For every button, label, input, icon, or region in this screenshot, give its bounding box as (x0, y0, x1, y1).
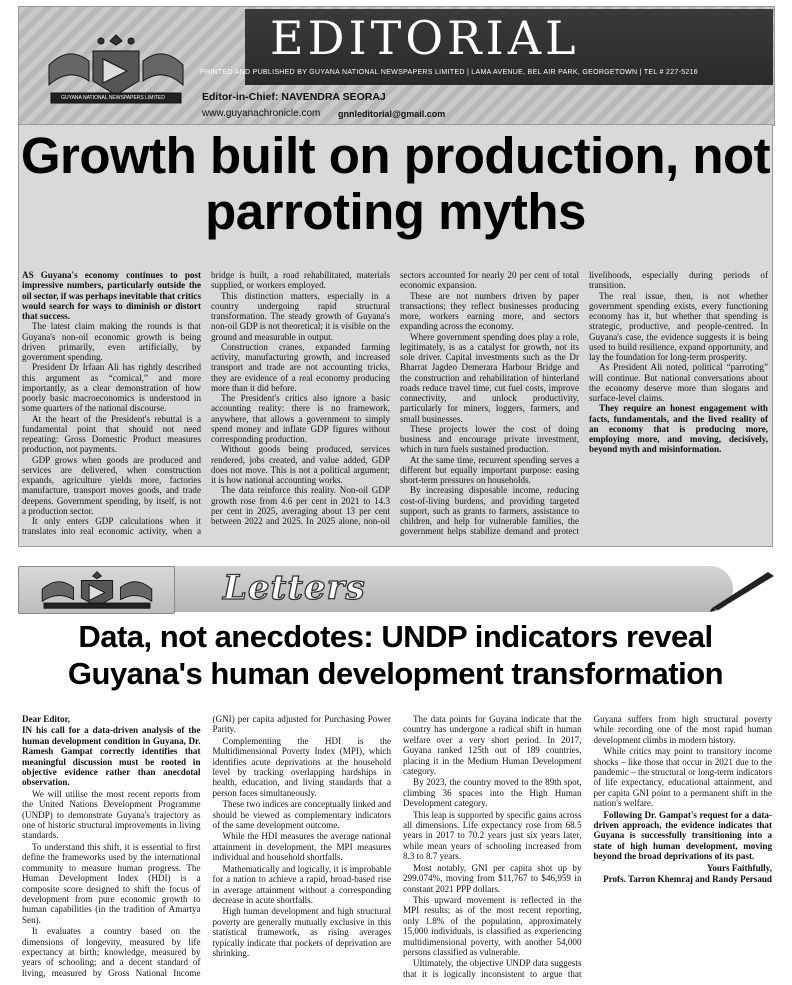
paragraph: Mathematically and logically, it is improbable for a nation to achieve a rapid, broad-based rise in average attainment without a corresponding decrease in acute shortfalls. (212, 863, 391, 905)
paragraph: While critics may point to transitory income shocks – like those that occur in 2021 due to the pandemic – the structural or long-term indicators of life expectancy, educational attainment, and per capita GNI point to a permanent shift in the nation's welfare. (593, 746, 772, 809)
editor-in-chief: Editor-in-Chief: NAVENDRA SEORAJ (202, 91, 386, 103)
letters-banner (18, 566, 773, 618)
paragraph: The latest claim making the rounds is that Guyana's non-oil economic growth is being driven primarily, even artificially, by government spending. (22, 321, 201, 362)
closing: Yours Faithfully, (706, 862, 772, 873)
gnnl-logo-icon (31, 570, 163, 610)
section-title: EDITORIAL (270, 11, 580, 65)
paragraph: The data reinforce this reality. Non-oil GDP growth rose from 4.6 per cent in 2021 to 14.3 per cent in 2025, averaging about 13 per cent between 2022 and 2025. In 2025 alone, non-oil sectors accounted for nearly 20 per cent of total economic expansion. (211, 270, 579, 526)
paragraph: Most notably, GNI per capita shot up by 299.074%, moving from $11,767 to $46,959 in constant 2021 PPP dollars. (403, 862, 582, 894)
paragraph: It evaluates a country based on the dimensions of longevity, measured by life expectancy at birth; knowledge, measured by years of schooling; and a decent standard of living, measured by Gross National Income (GNI) per capita adjusted for Purchasing Power Parity. (22, 714, 391, 978)
paragraph: GDP grows when goods are produced and services are delivered, when construction expands, agriculture yields more, factories manufacture, transport moves goods, and trade deepens. Government spending, by itself, is not a production sector. (22, 454, 201, 516)
paragraph: These two indices are conceptually linked and should be viewed as complementary indicators of the same development outcome. (212, 799, 391, 831)
paragraph: Complementing the HDI is the Multidimensional Poverty Index (MPI), which identifies acute deprivations at the household level by tracking overlapping hardships in health, education, and living standards that a person faces simultaneously. (212, 735, 391, 798)
paragraph: To understand this shift, it is essential to first define the frameworks used by the international community to measure human progress. The Human Development Index (HDI) is a composite score designed to shift the focus of development from pure economic growth to human capabilities (in the tradition of Amartya Sen). (22, 841, 201, 925)
paragraph: At the same time, recurrent spending serves a different but equally important purpose: easing short-term pressures on households. (400, 454, 579, 485)
website-link[interactable]: www.guyanachronicle.com (202, 108, 321, 119)
paragraph: The real issue, then, is not whether government spending exists, every functioning economy has it, but whether that spending is strategic, productive, and people-centred. In Guyana's case, the evidence suggests it is being used to build resilience, expand opportunity, and lay the foundation for long-term prosperity. (589, 290, 768, 362)
editorial-headline: Growth built on production, not parroting myths (20, 127, 771, 240)
paragraph: Where government spending does play a role, legitimately, is as a catalyst for growth, not its sole driver. Capital investments such as the Dr Bharrat Jagdeo Demerara Harbour Bridge and the construction and rehabilitation of hinterland roads reduce travel time, cut fuel costs, improve connectivity, and unlock productivity, particularly for miners, loggers, farmers, and small businesses. (400, 331, 579, 424)
letter-body (22, 714, 772, 980)
paragraph: This leap is supported by specific gains across all dimensions. Life expectancy rose from 68.5 years in 2017 to 70.2 years just six years later, while mean years of schooling increased from 8.3 to 8.7 years. (403, 809, 582, 862)
editorial-body (22, 270, 768, 544)
letters-logo-box (18, 566, 175, 614)
paragraph: At the heart of the President's rebuttal is a fundamental point that should not need repeating: Gross Domestic Product measures production, not payments. (22, 413, 201, 455)
paragraph: While the HDI measures the average national attainment in development, the MPI measures individual and household shortfalls. (212, 831, 391, 863)
paragraph: President Dr Irfaan Ali has rightly described this argument as “comical,” and more importantly, as a clear demonstration of how poorly basic macroeconomics is understood in some quarters of the national discourse. (22, 362, 201, 414)
paragraph: These are not numbers driven by paper transactions; they reflect businesses producing more, workers earning more, and sectors expanding across the economy. (400, 290, 579, 332)
salutation: Dear Editor, (22, 714, 70, 724)
paragraph: AS Guyana's economy continues to post impressive numbers, particularly outside the oil sector, if was perhaps inevitable that critics would search for ways to diminish or distort that success. (22, 270, 201, 321)
paragraph: They require an honest engagement with facts, fundamentals, and the lived reality of an economy that is producing more, employing more, and moving, decisively, beyond myth and misinformation. (589, 403, 768, 455)
letters-headline: Data, not anecdotes: UNDP indicators reveal Guyana's human development transformation (67, 619, 724, 691)
paragraph: The data points for Guyana indicate that the country has undergone a radical shift in human welfare over a very short period. In 2017, Guyana ranked 125th out of 189 countries, placing it in the Medium Human Development category. (403, 714, 582, 777)
paragraph: By increasing disposable income, reducing cost-of-living burdens, and providing targeted support, such as grants to farmers, assistance to children, and help for vulnerable families, the government helps stabilize demand and protect livelihoods, especially during periods of transition. (400, 270, 768, 537)
logo-text: GUYANA NATIONAL NEWSPAPERS LIMITED (61, 95, 165, 101)
paragraph: High human development and high structural poverty are generally mutually exclusive in this statistical framework, as rising averages typically indicate that pockets of deprivation are shrinking. (212, 906, 391, 958)
paragraph: By 2023, the country moved to the 89th spot, climbing 36 spaces into the High Human Development category. (403, 777, 582, 809)
paragraph: The President's critics also ignore a basic accounting reality: there is no framework, anywhere, that allows a government to simply spend money and inflate GDP figures without corresponding production. (211, 393, 390, 444)
paragraph: Construction cranes, expanded farming activity, manufacturing growth, and increased transport and trade are not accounting tricks, they are evidence of a real economy producing more than it did before. (211, 341, 390, 393)
paragraph: Ultimately, the objective UNDP data suggests that it is logically inconsistent to argue that Guyana suffers from high structural poverty while recording one of the most rapid human development climbs in modern history. (403, 714, 772, 979)
printed-by-line: PRINTED AND PUBLISHED BY GUYANA NATIONAL NEWSPAPERS LIMITED | LAMA AVENUE, BEL AIR PARK, GEORGETOWN | TEL # 227-5216 (200, 69, 698, 76)
paragraph: This distinction matters, especially in a country undergoing rapid structural transformation. The steady growth of Guyana's non-oil GDP is not theoretical; it is visible on the ground and measurable in output. (211, 290, 390, 342)
letters-section-title: Letters (223, 568, 366, 608)
paragraph: This upward movement is reflected in the MPI results; as of the most recent reporting, only 1.8% of the population, approximately 15,000 individuals, is classified as experiencing multidimensional poverty, with another 54,000 persons classified as vulnerable. (403, 894, 582, 957)
paragraph: As President Ali noted, political “parroting” will continue. But national conversations about the economy deserve more than slogans and surface-level claims. (589, 362, 768, 403)
paragraph: IN his call for a data-driven analysis of the human development condition in Guyana, Dr. Ramesh Gampat correctly identifies that meaningful discussion must be rooted in objective evidence rather than anecdotal observation. (22, 725, 201, 788)
signature: Profs. Tarron Khemraj and Randy Persaud (603, 874, 772, 885)
email-link[interactable]: gnnleditorial@gmail.com (338, 109, 446, 119)
paragraph: We will utilise the most recent reports from the United Nations Development Programme (UNDP) to demonstrate Guyana's trajectory as one of historic structural improvements in living standards. (22, 788, 201, 841)
paragraph: Following Dr. Gampat's request for a data-driven approach, the evidence indicates that Guyana is successfully transitioning into a state of high human development, moving beyond the broad deprivations of its past. (593, 809, 772, 862)
paragraph: Without goods being produced, services rendered, jobs created, and value added, GDP does not move. This is not a political argument; it is how national accounting works. (211, 444, 390, 485)
paragraph: It only enters GDP calculations when it translates into real economic activity, when a bridge is built, a road rehabilitated, materials supplied, or workers employed. (22, 270, 390, 537)
pen-icon (708, 566, 778, 612)
paragraph: These projects lower the cost of doing business and encourage private investment, which in turn fuels sustained production. (400, 423, 579, 455)
